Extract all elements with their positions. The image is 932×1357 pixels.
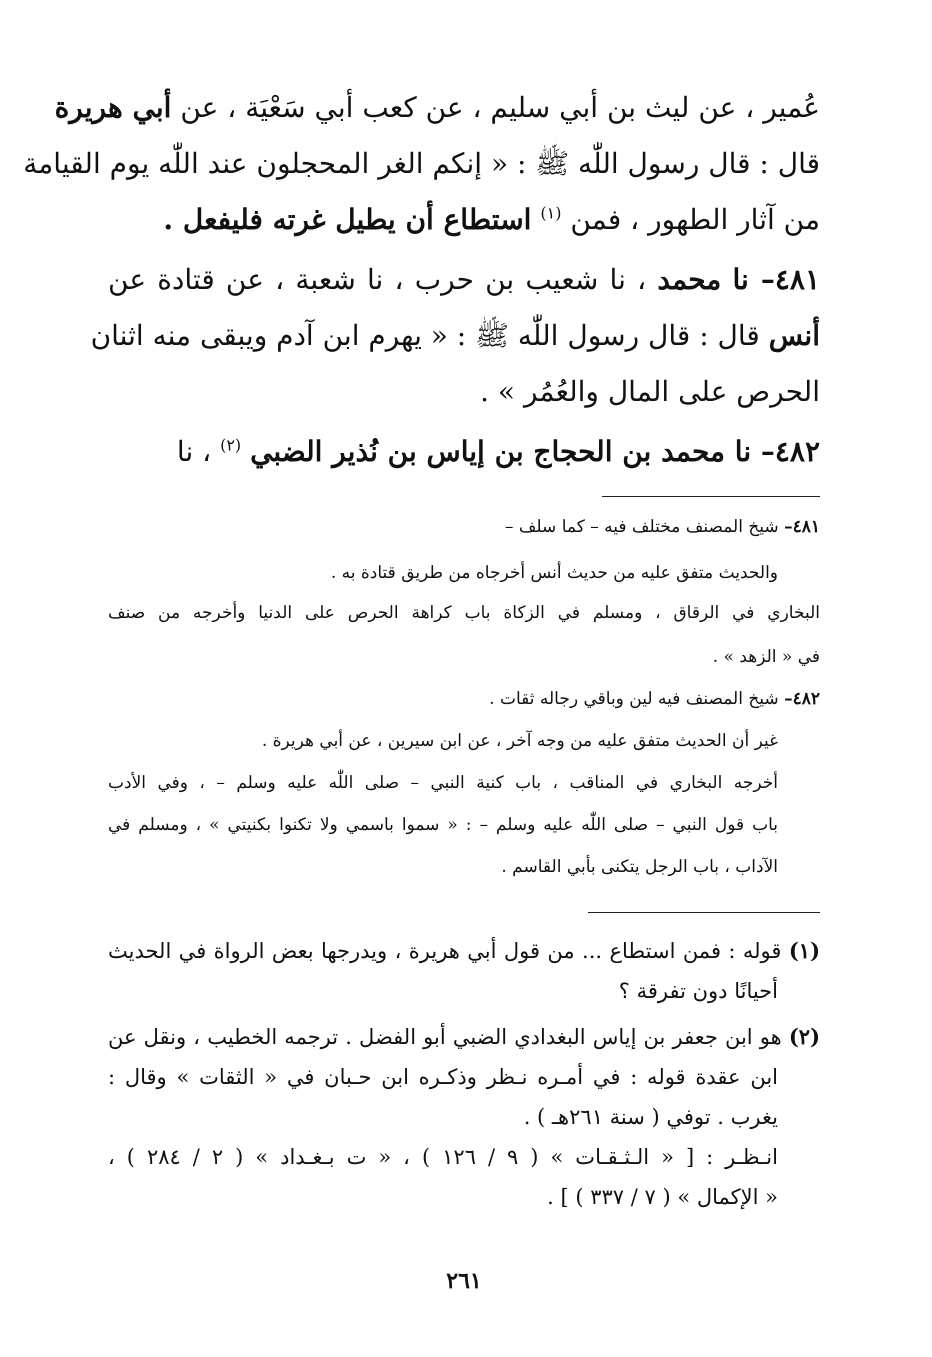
- footnote-1-line-1: [108, 934, 820, 968]
- page-number: ٢٦١: [446, 1268, 482, 1294]
- footnote-number-2: (٢): [788, 1024, 820, 1049]
- note-text: البخاري في الرقاق ، ومسلم في الزكاة باب كراهة الحرص على الدنيا وأخرجه من صنف: [108, 603, 820, 623]
- footnote-text: ابن عقدة قوله : في أمـره نـظر وذكـره ابن حـبان في « الثقات » وقال :: [108, 1065, 778, 1089]
- narrator-name: أبي هريرة: [54, 91, 172, 124]
- note-482-line-3: [108, 768, 778, 798]
- note-481-line-3: [108, 598, 820, 628]
- note-text: في « الزهد » .: [712, 647, 820, 667]
- book-page: [23, 88, 820, 1318]
- notes-divider: [602, 496, 820, 497]
- footnote-text: يغرب . توفي ( سنة ٢٦١هـ ) .: [523, 1105, 778, 1129]
- main-text-line-1: [54, 88, 820, 128]
- footnote-2-line-3: [108, 1100, 778, 1134]
- footnote-2-line-4: [108, 1140, 778, 1174]
- footnote-number-1: (١): [788, 938, 820, 963]
- main-text-line-5: [90, 316, 820, 356]
- note-481-line-2: [108, 558, 778, 588]
- note-482-line-4: [108, 810, 778, 840]
- note-481-line-4: [108, 642, 820, 672]
- main-text-line-2: [23, 144, 820, 184]
- footnote-text: أحيانًا دون تفرقة ؟: [618, 979, 778, 1003]
- hadith-number-481: ٤٨١– نا: [732, 263, 820, 296]
- note-text: شيخ المصنف فيه لين وباقي رجاله ثقات .: [489, 689, 779, 709]
- footnote-text: انـظـر : [ « الـثـقـات » ( ٩ / ١٢٦ ) ، « ت بـغـداد » ( ٢ / ٢٨٤ ) ،: [108, 1145, 778, 1169]
- note-number-481: ٤٨١–: [784, 517, 820, 537]
- main-text-line-6: [108, 372, 820, 412]
- note-text: شيخ المصنف مختلف فيه – كما سلف –: [504, 517, 779, 537]
- note-482-line-2: [108, 726, 778, 756]
- note-text: أخرجه البخاري في المناقب ، باب كنية النبي – صلى اللّٰه عليه وسلم – ، وفي الأدب: [108, 773, 778, 793]
- main-text-span: الحرص على المال والعُمُر » .: [480, 375, 820, 408]
- note-482-line-5: [108, 852, 778, 882]
- main-text-span: استطاع أن يطيل غرته فليفعل .: [163, 203, 532, 236]
- main-text-line-3: [108, 200, 820, 240]
- main-text-span: قال : قال رسول اللّٰه ﷺ : « يهرم ابن آدم ويبقى منه اثنان: [90, 319, 760, 352]
- hadith-481-heading: [108, 260, 820, 300]
- note-number-482: ٤٨٢–: [784, 689, 820, 709]
- hadith-482-heading: [108, 432, 820, 472]
- main-text-span: عُمير ، عن ليث بن أبي سليم ، عن كعب أبي سَعْيَة ، عن: [180, 91, 820, 124]
- narrator-name: محمد: [657, 263, 722, 296]
- footnote-text: قوله : فمن استطاع ... من قول أبي هريرة ، ويدرجها بعض الرواة في الحديث: [108, 939, 782, 963]
- footnote-marker-1[interactable]: (١): [540, 203, 562, 223]
- note-text: والحديث متفق عليه من حديث أنس أخرجاه من طريق قتادة به .: [330, 563, 778, 583]
- footnote-1-line-2: [108, 974, 778, 1008]
- footnote-2-line-2: [108, 1060, 778, 1094]
- note-text: الآداب ، باب الرجل يتكنى بأبي القاسم .: [501, 857, 778, 877]
- main-text-span: ، نا شعيب بن حرب ، نا شعبة ، عن قتادة عن: [108, 263, 647, 296]
- main-text-span: قال : قال رسول اللّٰه ﷺ : « إنكم الغر المحجلون عند اللّٰه يوم القيامة: [23, 147, 820, 180]
- hadith-number-482: ٤٨٢– نا محمد بن الحجاج بن إياس بن نُذير الضبي: [250, 435, 820, 468]
- narrator-name: أنس: [768, 319, 820, 352]
- note-text: غير أن الحديث متفق عليه من وجه آخر ، عن ابن سيرين ، عن أبي هريرة .: [261, 731, 778, 751]
- footnote-text: هو ابن جعفر بن إياس البغدادي الضبي أبو الفضل . ترجمه الخطيب ، ونقل عن: [108, 1025, 782, 1049]
- footnote-text: « الإكمال » ( ٧ / ٣٣٧ ) ] .: [547, 1185, 778, 1209]
- main-text-span: ، نا: [176, 435, 212, 468]
- footnote-2-line-5: [108, 1180, 778, 1214]
- note-481-line-1: [108, 512, 820, 542]
- footnote-2-line-1: [108, 1020, 820, 1054]
- footnotes-divider: [588, 912, 820, 913]
- main-text-span: من آثار الطهور ، فمن: [570, 203, 820, 236]
- footnote-marker-2[interactable]: (٢): [220, 435, 242, 455]
- note-482-line-1: [108, 684, 820, 714]
- note-text: باب قول النبي – صلى اللّٰه عليه وسلم – : « سموا باسمي ولا تكنوا بكنيتي » ، ومسلم في: [108, 815, 778, 835]
